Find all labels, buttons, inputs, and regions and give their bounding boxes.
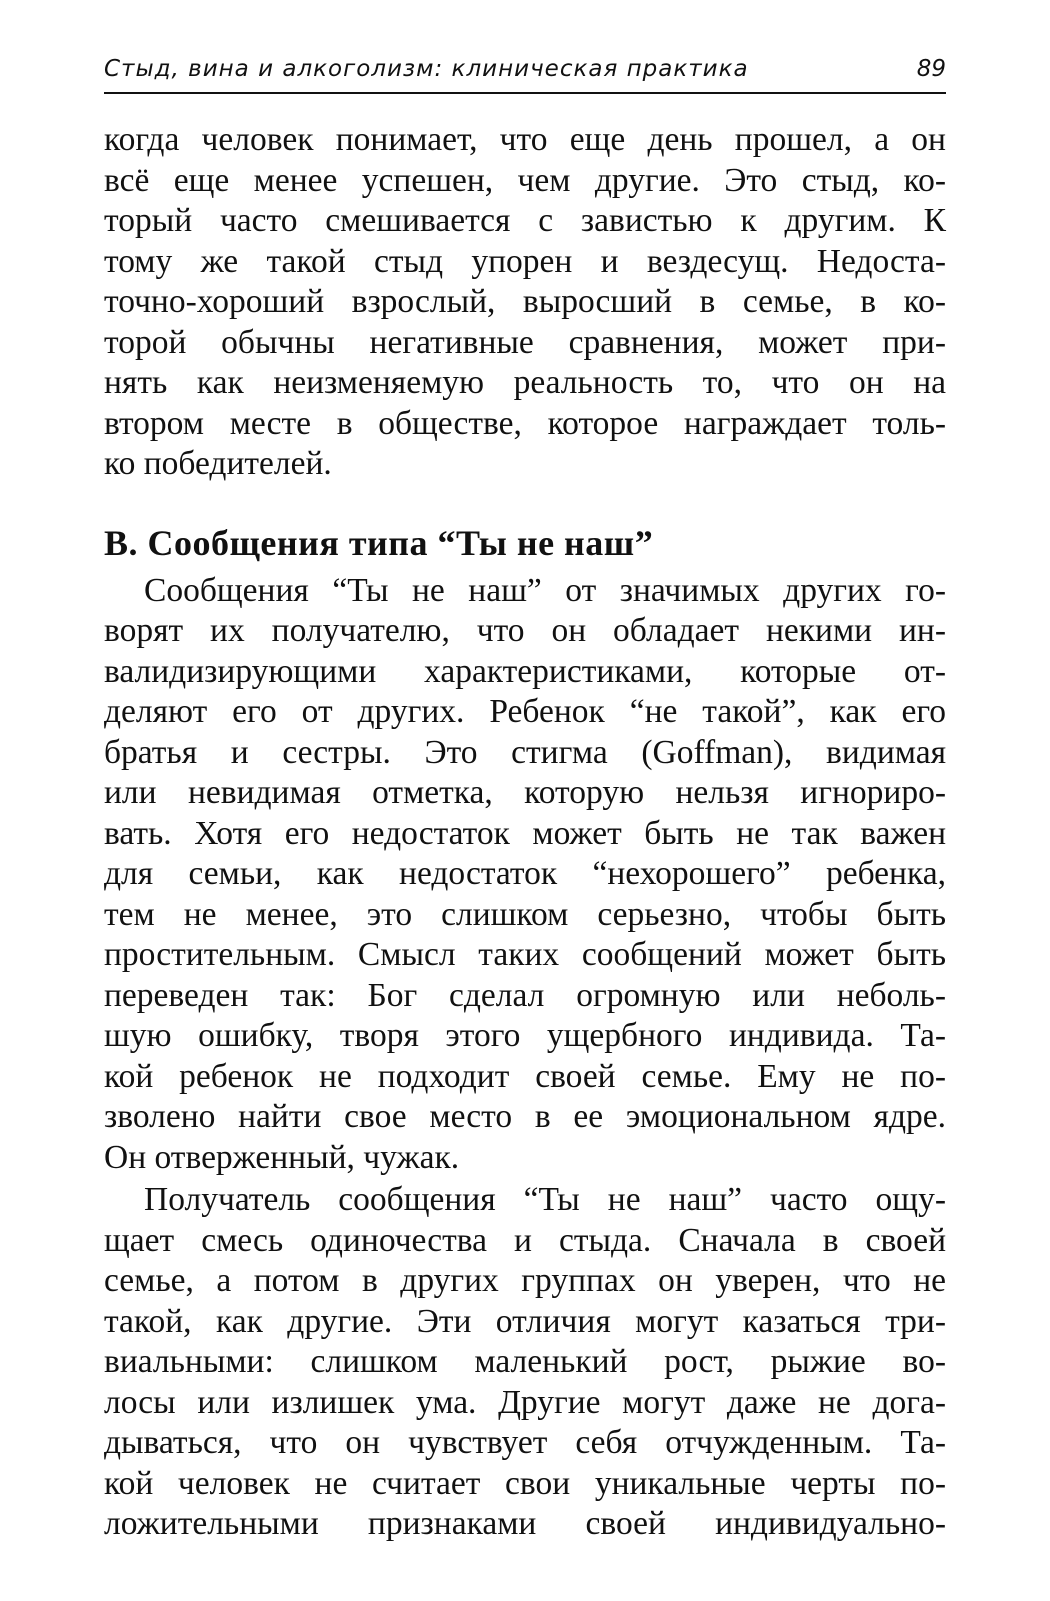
text-line: переведен так: Бог сделал огромную или неболь- bbox=[104, 976, 946, 1014]
text-line: нять как неизменяемую реальность то, что он на bbox=[104, 364, 946, 401]
paragraph bbox=[104, 1180, 946, 1545]
book-page bbox=[104, 48, 946, 1545]
text-line: вать. Хотя его недостаток может быть не так важен bbox=[104, 814, 946, 852]
text-line: лосы или излишек ума. Другие могут даже не дога- bbox=[104, 1383, 946, 1421]
text-line: Сообщения “Ты не наш” от значимых других го- bbox=[144, 571, 946, 609]
text-line: ложительными признаками своей индивидуально- bbox=[104, 1505, 946, 1542]
text-line: или невидимая отметка, которую нельзя игнориро- bbox=[104, 774, 946, 811]
text-line: ворят их получателю, что он обладает некими ин- bbox=[104, 612, 946, 649]
text-line: зволено найти свое место в ее эмоциональном ядре. bbox=[104, 1098, 946, 1135]
section-heading: B. Сообщения типа “Ты не наш” bbox=[104, 522, 654, 563]
text-line: когда человек понимает, что еще день прошел, а он bbox=[104, 121, 946, 158]
text-line: дываться, что он чувствует себя отчужденным. Та- bbox=[104, 1424, 946, 1461]
text-line: кой ребенок не подходит своей семье. Ему не по- bbox=[104, 1057, 946, 1095]
paragraph bbox=[104, 571, 946, 1179]
text-line: торой обычны негативные сравнения, может при- bbox=[104, 323, 946, 361]
text-line: тому же такой стыд упорен и вездесущ. Недоста- bbox=[104, 242, 946, 280]
text-line: братья и сестры. Это стигма (Goffman), видимая bbox=[104, 733, 946, 771]
text-line: кой человек не считает свои уникальные черты по- bbox=[104, 1464, 946, 1502]
text-line: Получатель сообщения “Ты не наш” часто ощу- bbox=[144, 1181, 946, 1218]
text-line: торый часто смешивается с завистью к другим. К bbox=[104, 202, 946, 239]
text-line: деляют его от других. Ребенок “не такой”, как его bbox=[104, 693, 946, 730]
text-line: точно-хороший взрослый, выросший в семье, в ко- bbox=[104, 283, 946, 320]
text-line: втором месте в обществе, которое награждает толь- bbox=[104, 404, 946, 442]
text-line: валидизирующими характеристиками, которые от- bbox=[104, 652, 946, 690]
running-title: Стыд, вина и алкоголизм: клиническая практика bbox=[104, 56, 749, 82]
text-line: ко победителей. bbox=[104, 445, 332, 482]
continued-paragraph bbox=[104, 120, 946, 485]
running-header bbox=[104, 48, 946, 94]
text-line: всё еще менее успешен, чем другие. Это стыд, ко- bbox=[104, 161, 946, 199]
text-line: семье, а потом в других группах он уверен, что не bbox=[104, 1262, 946, 1299]
text-line: для семьи, как недостаток “нехорошего” ребенка, bbox=[104, 855, 946, 892]
text-line: Он отверженный, чужак. bbox=[104, 1138, 460, 1176]
text-line: шую ошибку, творя этого ущербного индивида. Та- bbox=[104, 1017, 946, 1054]
text-line: щает смесь одиночества и стыда. Сначала в своей bbox=[104, 1221, 946, 1259]
text-line: виальными: слишком маленький рост, рыжие во- bbox=[104, 1343, 946, 1380]
text-line: тем не менее, это слишком серьезно, чтобы быть bbox=[104, 895, 946, 933]
text-line: такой, как другие. Эти отличия могут казаться три- bbox=[104, 1302, 946, 1340]
text-line: простительным. Смысл таких сообщений может быть bbox=[104, 936, 946, 973]
page-number: 89 bbox=[916, 56, 946, 82]
